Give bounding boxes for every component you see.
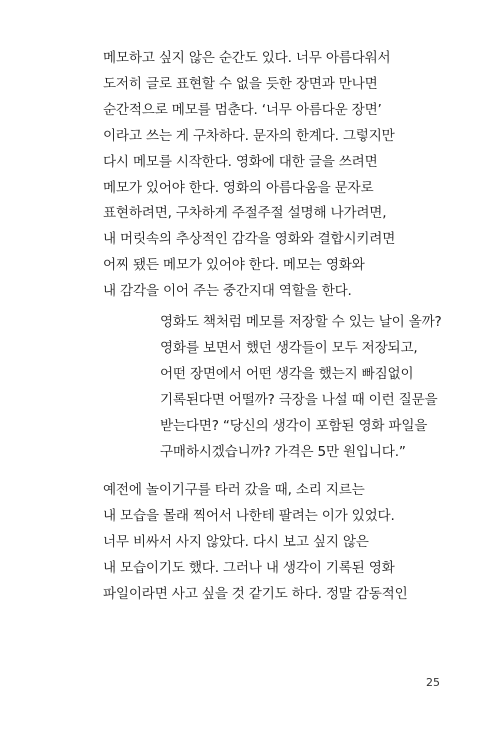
quote-line: 받는다면? “당신의 생각이 포함된 영화 파일을 — [160, 417, 428, 434]
text-line: 너무 비싸서 사지 않았다. 다시 보고 싶지 않은 — [103, 533, 369, 550]
text-line: 내 모습이기도 했다. 그러나 내 생각이 기록된 영화 — [103, 559, 395, 576]
quote-line: 기록된다면 어떨까? 극장을 나설 때 이런 질문을 — [160, 391, 438, 408]
quote-line: 영화도 책처럼 메모를 저장할 수 있는 날이 올까? — [160, 314, 442, 330]
text-line: 파일이라면 사고 싶을 것 같기도 하다. 정말 감동적인 — [103, 585, 408, 602]
quote-line: 구매하시겠습니까? 가격은 5만 원입니다.” — [160, 443, 406, 460]
quote-line: 영화를 보면서 했던 생각들이 모두 저장되고, — [160, 339, 418, 356]
text-line: 메모하고 싶지 않은 순간도 있다. 너무 아름다워서 — [103, 50, 391, 66]
text-line: 이라고 쓰는 게 구차하다. 문자의 한계다. 그렇지만 — [103, 127, 395, 144]
block-quote — [160, 310, 442, 465]
paragraph-1 — [103, 46, 395, 305]
text-line: 도저히 글로 표현할 수 없을 듯한 장면과 만나면 — [103, 75, 378, 92]
text-line: 내 모습을 몰래 찍어서 나한테 팔려는 이가 있었다. — [103, 507, 395, 524]
quote-line: 어떤 장면에서 어떤 생각을 했는지 빠짐없이 — [160, 365, 414, 382]
page-number: 25 — [426, 676, 440, 689]
text-line: 예전에 놀이기구를 타러 갔을 때, 소리 지르는 — [103, 482, 365, 498]
text-line: 메모가 있어야 한다. 영화의 아름다움을 문자로 — [103, 179, 374, 196]
text-line: 표현하려면, 구차하게 주절주절 설명해 나가려면, — [103, 205, 387, 222]
text-line: 순간적으로 메모를 멈춘다. ‘너무 아름다운 장면’ — [103, 101, 382, 118]
paragraph-2 — [103, 478, 408, 608]
text-line: 내 감각을 이어 주는 중간지대 역할을 한다. — [103, 283, 352, 300]
text-line: 다시 메모를 시작한다. 영화에 대한 글을 쓰려면 — [103, 153, 378, 170]
text-line: 내 머릿속의 추상적인 감각을 영화와 결합시키려면 — [103, 231, 396, 248]
text-line: 어찌 됐든 메모가 있어야 한다. 메모는 영화와 — [103, 257, 365, 274]
